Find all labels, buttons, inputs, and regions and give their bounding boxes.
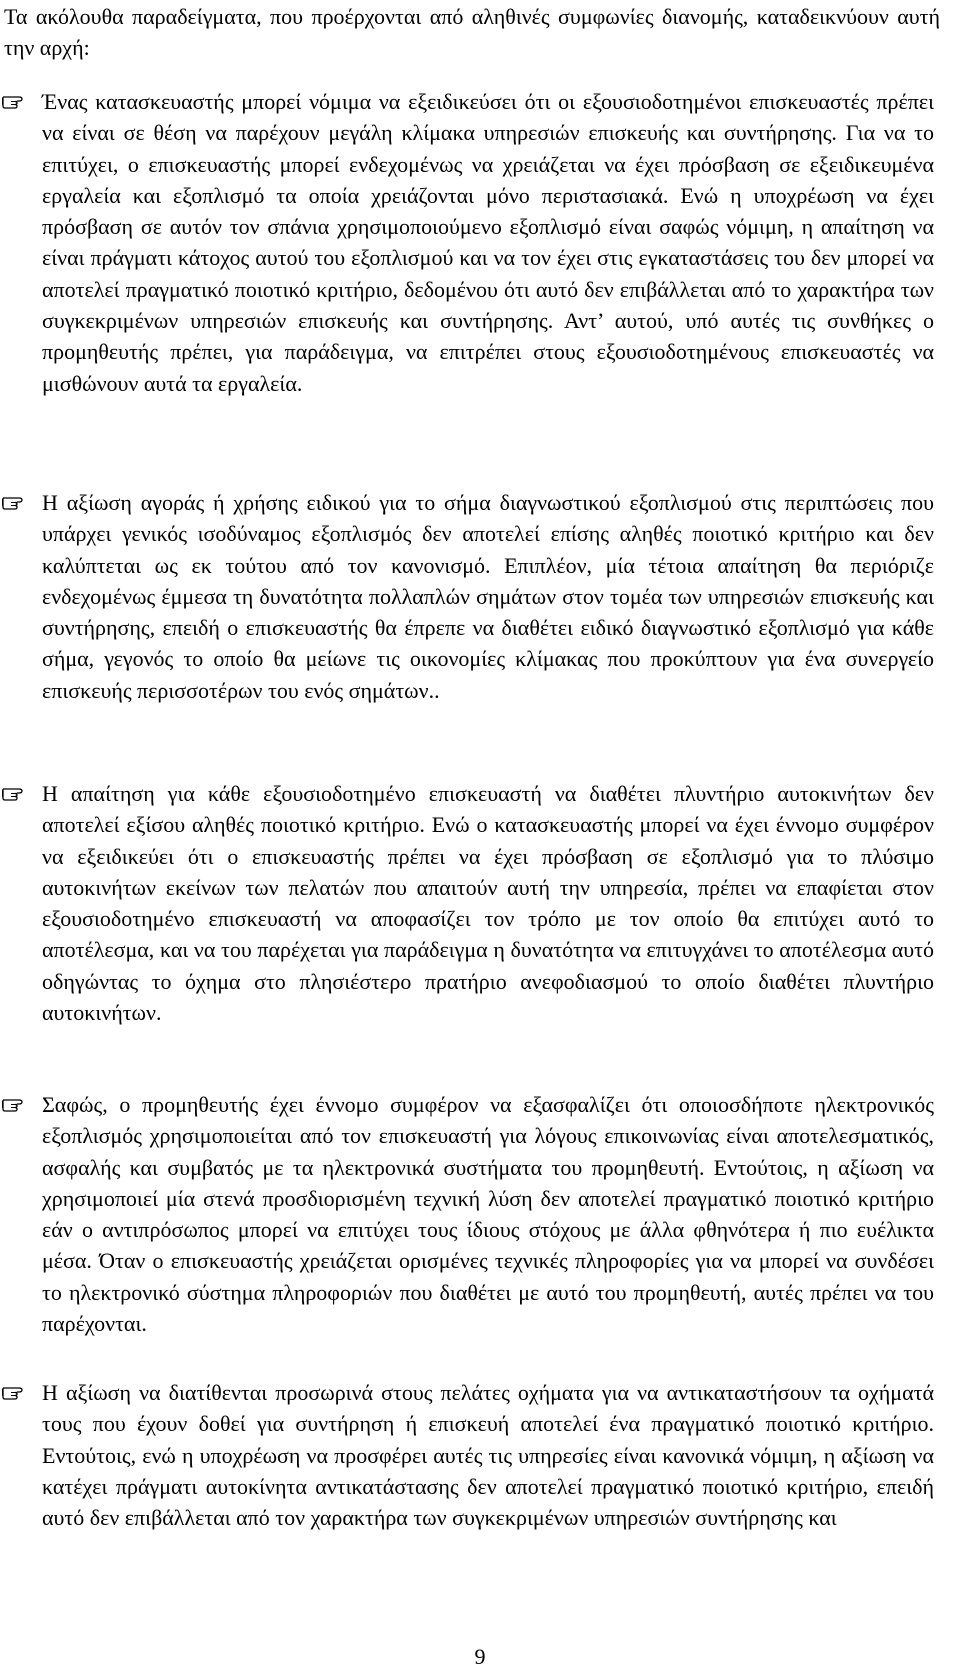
bullet-text: Η αξίωση αγοράς ή χρήσης ειδικού για το σήμα διαγνωστικού εξοπλισμού στις περιπτώσεις που υπάρχει γενικός ισοδύναμος εξοπλισμός δεν αποτελεί επίσης αληθές ποιοτικό κριτήριο και δεν καλύπτεται ως εκ τούτου από τον κανονισμό. Επιπλέον, μία τέτοια απαίτηση θα περιόριζε ενδεχομένως έμμεσα τη δυνατότητα πολλαπλών σημάτων στον τομέα των υπηρεσιών επισκευής και συντήρησης, επειδή ο επισκευαστής θα έπρεπε να διαθέτει ειδικό διαγνωστικό εξοπλισμό για κάθε σήμα, γεγονός το οποίο θα μείωνε τις οικονομίες κλίμακας που προκύπτουν για ένα συνεργείο επισκευής περισσοτέρων του ενός σημάτων.. (42, 490, 934, 703)
bullet-text: Η απαίτηση για κάθε εξουσιοδοτημένο επισκευαστή να διαθέτει πλυντήριο αυτοκινήτων δεν αποτελεί εξίσου αληθές ποιοτικό κριτήριο. Ενώ ο κατασκευαστής μπορεί να έχει έννομο συμφέρον να εξειδικεύει ότι ο επισκευαστής πρέπει να έχει πρόσβαση σε εξοπλισμό για το πλύσιμο αυτοκινήτων εκείνων των πελατών που απαιτούν αυτή την υπηρεσία, πρέπει να επαφίεται στον εξουσιοδοτημένο επισκευαστή να αποφασίζει τον τρόπο με τον οποίο θα επιτύχει αυτό το αποτέλεσμα, και να του παρέχεται για παράδειγμα η δυνατότητα να επιτυγχάνει το αποτέλεσμα αυτό οδηγώντας το όχημα στο πλησιέστερο πρατήριο ανεφοδιασμού το οποίο διαθέτει πλυντήριο αυτοκινήτων. (42, 781, 934, 1026)
pointing-hand-icon (2, 784, 30, 802)
pointing-hand-icon (2, 1383, 30, 1401)
page-number: 9 (474, 1644, 486, 1669)
pointing-hand-icon (2, 1095, 30, 1113)
pointing-hand-icon (2, 92, 30, 110)
bullet-text: Σαφώς, ο προμηθευτής έχει έννομο συμφέρον να εξασφαλίζει ότι οποιοσδήποτε ηλεκτρονικός εξοπλισμός χρησιμοποιείται από τον επισκευαστή για λόγους επικοινωνίας είναι αποτελεσματικός, ασφαλής και συμβατός με τα ηλεκτρονικά συστήματα του προμηθευτή. Εντούτοις, η αξίωση να χρησιμοποιεί μία στενά προσδιορισμένη τεχνική λύση δεν αποτελεί πραγματικό ποιοτικό κριτήριο εάν ο αντιπρόσωπος μπορεί να επιτύχει τους ίδιους στόχους με άλλα φθηνότερα ή πιο ευέλικτα μέσα. Όταν ο επισκευαστής χρειάζεται ορισμένες τεχνικές πληροφορίες για να μπορεί να συνδέσει το ηλεκτρονικό σύστημα πληροφοριών που διαθέτει με αυτό του προμηθευτή, αυτές πρέπει να του παρέχονται. (42, 1092, 934, 1337)
intro-paragraph: Τα ακόλουθα παραδείγματα, που προέρχονται από αληθινές συμφωνίες διανομής, καταδεικνύουν αυτή την αρχή: (4, 4, 940, 60)
pointing-hand-icon (2, 493, 30, 511)
bullet-text: Ένας κατασκευαστής μπορεί νόμιμα να εξειδικεύσει ότι οι εξουσιοδοτημένοι επισκευαστές πρέπει να είναι σε θέση να παρέχουν μεγάλη κλίμακα υπηρεσιών επισκευής και συντήρησης. Για να το επιτύχει, ο επισκευαστής μπορεί ενδεχομένως να χρειάζεται να έχει πρόσβαση σε εξειδικευμένα εργαλεία και εξοπλισμό τα οποία χρειάζονται μόνο περιστασιακά. Ενώ η υποχρέωση να έχει πρόσβαση σε αυτόν τον σπάνια χρησιμοποιούμενο εξοπλισμό είναι σαφώς νόμιμη, η απαίτηση να είναι πράγματι κάτοχος αυτού του εξοπλισμού και να τον έχει στις εγκαταστάσεις του δεν μπορεί να αποτελεί πραγματικό ποιοτικό κριτήριο, δεδομένου ότι αυτό δεν επιβάλλεται από το χαρακτήρα των συγκεκριμένων υπηρεσιών επισκευής και συντήρησης. Αντ’ αυτού, υπό αυτές τις συνθήκες ο προμηθευτής πρέπει, για παράδειγμα, να επιτρέπει στους εξουσιοδοτημένους επισκευαστές να μισθώνουν αυτά τα εργαλεία. (42, 89, 934, 396)
bullet-text: Η αξίωση να διατίθενται προσωρινά στους πελάτες οχήματα για να αντικαταστήσουν τα οχήματά τους που έχουν δοθεί για συντήρηση ή επισκευή αποτελεί ένα πραγματικό ποιοτικό κριτήριο. Εντούτοις, ενώ η υποχρέωση να προσφέρει αυτές τις υπηρεσίες είναι κανονικά νόμιμη, η αξίωση να κατέχει πράγματι αυτοκίνητα αντικατάστασης δεν αποτελεί πραγματικό ποιοτικό κριτήριο, επειδή αυτό δεν επιβάλλεται από τον χαρακτήρα των συγκεκριμένων υπηρεσιών συντήρησης και (42, 1380, 934, 1531)
